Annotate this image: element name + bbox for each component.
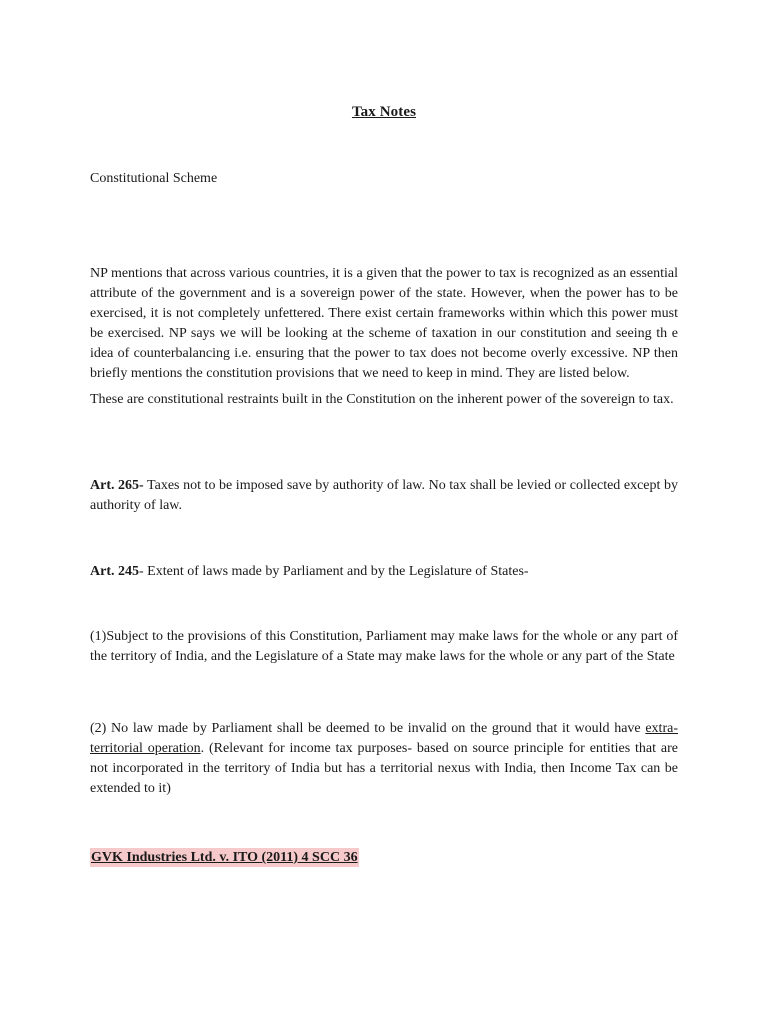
article-245-text: - Extent of laws made by Parliament and by the Legislature of States- bbox=[139, 564, 529, 579]
section-heading: Constitutional Scheme bbox=[90, 171, 218, 186]
article-265-text: Taxes not to be imposed save by authority of law. No tax shall be levied or collected except by authority of law. bbox=[90, 478, 678, 513]
clause-1-paragraph: (1)Subject to the provisions of this Constitution, Parliament may make laws for the whole or any part of the territory of India, and the Legislature of a State may make laws for the whole or any part of the State bbox=[90, 629, 678, 664]
document-title: Tax Notes bbox=[351, 104, 417, 120]
article-245-paragraph bbox=[90, 562, 678, 582]
clause-2-paragraph bbox=[90, 719, 678, 799]
article-265-label: Art. 265- bbox=[90, 478, 144, 493]
case-citation: GVK Industries Ltd. v. ITO (2011) 4 SCC 36 bbox=[91, 850, 358, 865]
clause-2-text-before: (2) No law made by Parliament shall be deemed to be invalid on the ground that it would have bbox=[90, 721, 646, 736]
document-page bbox=[90, 0, 678, 1024]
article-245-label: Art. 245 bbox=[90, 564, 139, 579]
clause-2-text-after: . (Relevant for income tax purposes- based on source principle for entities that are not incorporated in the territory of India but has a territorial nexus with India, then Income Tax can be extended to it) bbox=[90, 741, 678, 796]
clause-2-underlined-term: extra-territorial operation bbox=[90, 721, 678, 756]
intro-paragraph: NP mentions that across various countries, it is a given that the power to tax is recognized as an essential attribute of the government and is a sovereign power of the state. However, when the power has to be exercised, it is not completely unfettered. There exist certain frameworks within which this power must be exercised. NP says we will be looking at the scheme of taxation in our constitution and seeing th e idea of counterbalancing i.e. ensuring that the power to tax does not become overly excessive. NP then briefly mentions the constitution provisions that we need to keep in mind. They are listed below. bbox=[90, 266, 678, 381]
article-265-paragraph bbox=[90, 476, 678, 516]
restraints-paragraph: These are constitutional restraints built in the Constitution on the inherent power of the sovereign to tax. bbox=[90, 392, 674, 407]
